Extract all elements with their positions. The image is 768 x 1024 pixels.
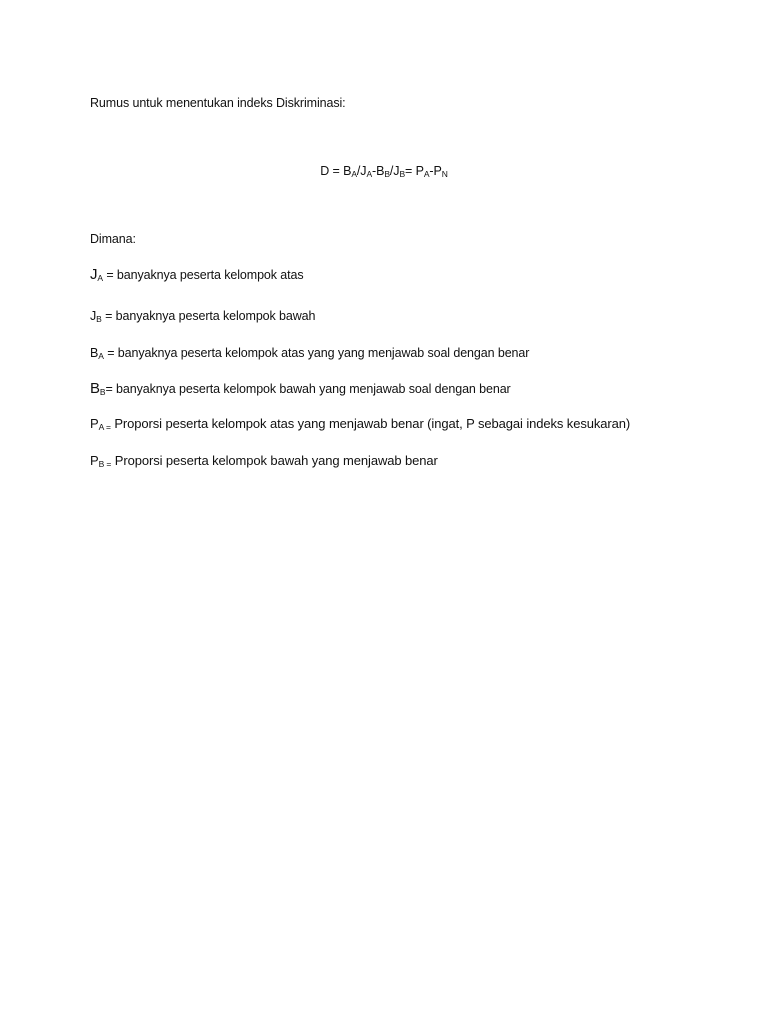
formula-subscript: B (399, 169, 406, 179)
definition-subscript: B = (98, 459, 112, 469)
formula-part: /J (389, 164, 400, 178)
definition-subscript: A (98, 351, 104, 361)
heading: Rumus untuk menentukan indeks Diskriminasi: (90, 96, 346, 110)
formula-subscript: A (423, 169, 430, 179)
definition-text: = banyaknya peserta kelompok atas (102, 268, 304, 282)
formula-part: -P (429, 164, 442, 178)
definition-ba (90, 345, 529, 361)
definition-text: Proporsi peserta kelompok atas yang menjawab benar (ingat, P sebagai indeks kesukaran) (110, 416, 631, 431)
definition-subscript: B (96, 314, 102, 324)
formula-subscript: A (351, 169, 357, 179)
definition-symbol: P (90, 453, 99, 468)
definition-symbol: B (90, 346, 99, 360)
definition-text: Proporsi peserta kelompok bawah yang menjawab benar (111, 453, 438, 468)
dimana-label: Dimana: (90, 232, 136, 246)
formula-part: /J (356, 164, 367, 178)
discrimination-formula (0, 163, 768, 179)
definition-pa (90, 416, 630, 432)
definition-symbol: J (90, 309, 97, 323)
definition-symbol: P (90, 416, 99, 431)
formula-subscript: B (384, 169, 390, 179)
formula-subscript: A (366, 169, 373, 179)
formula-part: = P (405, 164, 424, 178)
formula-subscript: N (441, 169, 448, 179)
definition-subscript: A (97, 273, 103, 283)
definition-pb (90, 453, 438, 469)
definition-text: = banyaknya peserta kelompok bawah yang menjawab soal dengan benar (105, 382, 511, 396)
definition-text: = banyaknya peserta kelompok bawah (101, 309, 316, 323)
formula-part: D = B (320, 164, 352, 178)
definition-text: = banyaknya peserta kelompok atas yang yang menjawab soal dengan benar (103, 346, 530, 360)
definition-jb (90, 308, 315, 324)
definition-subscript: B (99, 387, 106, 397)
definition-subscript: A = (98, 422, 111, 432)
definition-symbol: J (90, 266, 98, 283)
formula-part: -B (372, 164, 385, 178)
definition-bb (90, 381, 511, 397)
definition-ja (90, 267, 304, 283)
definition-symbol: B (90, 380, 100, 397)
